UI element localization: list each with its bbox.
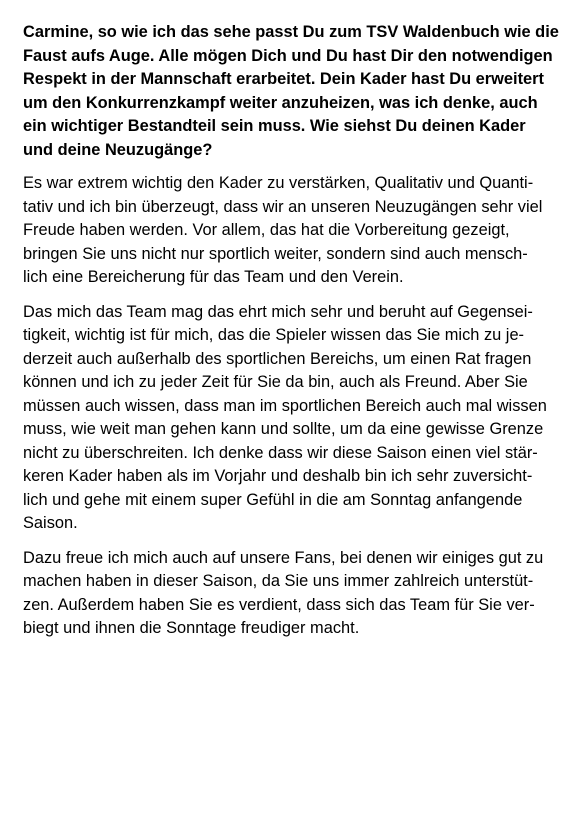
text-line: und deine Neuzugänge? [23,140,213,159]
interview-question [23,21,567,162]
text-line: tigkeit, wichtig ist für mich, das die Spieler wissen das Sie mich zu je- [23,326,525,344]
text-line: keren Kader haben als im Vorjahr und deshalb bin ich sehr zuversicht- [23,467,533,485]
text-line: nicht zu überschreiten. Ich denke dass wir diese Saison einen viel stär- [23,443,538,462]
text-line: biegt und ihnen die Sonntage freudiger macht. [23,619,360,637]
answer-paragraph [23,547,567,641]
text-line: Freude haben werden. Vor allem, das hat die Vorbereitung gezeigt, [23,221,510,239]
text-line: muss, wie weit man gehen kann und sollte, um da eine gewisse Grenze [23,420,544,438]
text-line: Saison. [23,514,78,532]
text-line: Das mich das Team mag das ehrt mich sehr und beruht auf Gegensei- [23,302,533,321]
text-line: können und ich zu jeder Zeit für Sie da bin, auch als Freund. Aber Sie [23,373,528,391]
text-line: bringen Sie uns nicht nur sportlich weiter, sondern sind auch mensch- [23,244,528,263]
text-line: zen. Außerdem haben Sie es verdient, dass sich das Team für Sie ver- [23,595,535,614]
text-line: müssen auch wissen, dass man im sportlichen Bereich auch mal wissen [23,396,547,415]
text-line: derzeit auch außerhalb des sportlichen Bereichs, um einen Rat fragen [23,349,532,368]
text-line: Dazu freue ich mich auch auf unsere Fans, bei denen wir einiges gut zu [23,548,544,567]
text-line: um den Konkurrenzkampf weiter anzuheizen, was ich denke, auch [23,93,538,112]
text-line: Carmine, so wie ich das sehe passt Du zum TSV Waldenbuch wie die [23,23,559,41]
text-line: ein wichtiger Bestandteil sein muss. Wie siehst Du deinen Kader [23,117,526,135]
answer-paragraph [23,301,567,536]
text-line: machen haben in dieser Saison, da Sie uns immer zahlreich unterstüt- [23,572,534,590]
text-line: Respekt in der Mannschaft erarbeitet. Dein Kader hast Du erweitert [23,70,545,88]
document-page [23,21,567,652]
text-line: lich und gehe mit einem super Gefühl in die am Sonntag anfangende [23,490,523,509]
answer-paragraph [23,172,567,290]
text-line: lich eine Bereicherung für das Team und den Verein. [23,268,404,286]
text-line: Es war extrem wichtig den Kader zu verstärken, Qualitativ und Quanti- [23,174,534,192]
text-line: tativ und ich bin überzeugt, dass wir an unseren Neuzugängen sehr viel [23,197,543,216]
text-line: Faust aufs Auge. Alle mögen Dich und Du hast Dir den notwendigen [23,46,553,65]
